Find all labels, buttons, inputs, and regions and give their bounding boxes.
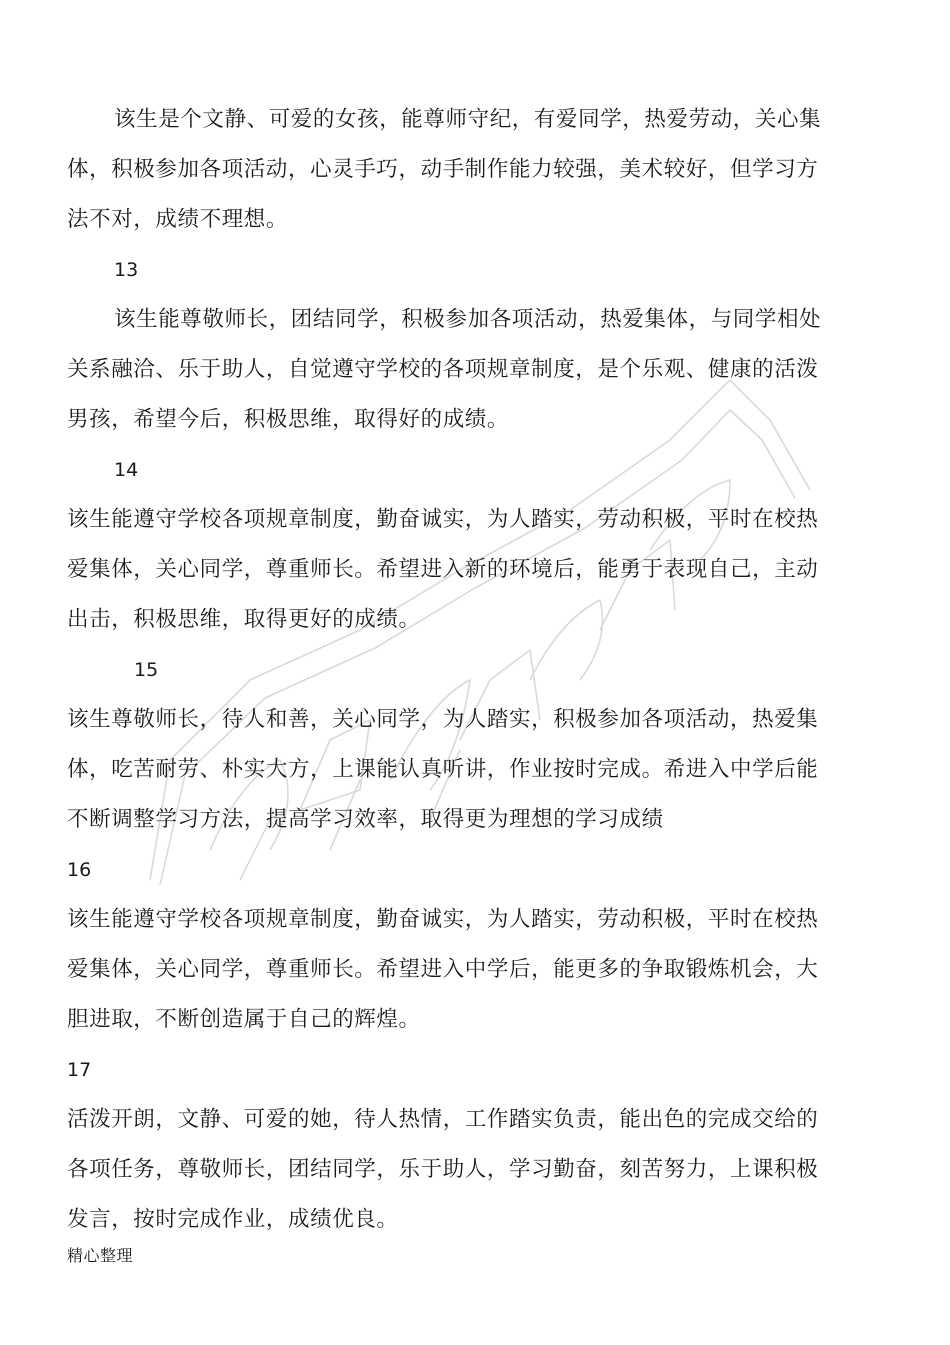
entry-number-13: 13: [114, 259, 139, 281]
paragraph-13: 该生能尊敬师长，团结同学，积极参加各项活动，热爱集体，与同学相处关系融洽、乐于助人，自觉遵守学校的各项规章制度，是个乐观、健康的活泼男孩，希望今后，积极思维，取得好的成绩。: [67, 307, 822, 432]
entry-number-16: 16: [67, 859, 92, 881]
paragraph-1: 该生是个文静、可爱的女孩，能尊师守纪，有爱同学，热爱劳动，关心集体，积极参加各项活动，心灵手巧，动手制作能力较强，美术较好，但学习方法不对，成绩不理想。: [67, 107, 822, 232]
paragraph-16: 该生能遵守学校各项规章制度，勤奋诚实，为人踏实，劳动积极，平时在校热爱集体，关心同学，尊重师长。希望进入中学后，能更多的争取锻炼机会，大胆进取，不断创造属于自己的辉煌。: [67, 907, 819, 1032]
entry-number-17: 17: [67, 1059, 92, 1081]
footer-label: 精心整理: [67, 1246, 134, 1265]
paragraph-17: 活泼开朗，文静、可爱的她，待人热情，工作踏实负责，能出色的完成交给的各项任务，尊敬师长，团结同学，乐于助人，学习勤奋，刻苦努力，上课积极发言，按时完成作业，成绩优良。: [67, 1107, 819, 1232]
paragraph-14: 该生能遵守学校各项规章制度，勤奋诚实，为人踏实，劳动积极，平时在校热爱集体，关心同学，尊重师长。希望进入新的环境后，能勇于表现自己，主动出击，积极思维，取得更好的成绩。: [67, 507, 819, 632]
entry-number-14: 14: [114, 459, 139, 481]
paragraph-15: 该生尊敬师长，待人和善，关心同学，为人踏实，积极参加各项活动，热爱集体，吃苦耐劳、朴实大方，上课能认真听讲，作业按时完成。希进入中学后能不断调整学习方法，提高学习效率，取得更为理想的学习成绩: [67, 707, 819, 832]
document-body: [67, 95, 827, 1245]
entry-number-15: 15: [134, 659, 159, 681]
